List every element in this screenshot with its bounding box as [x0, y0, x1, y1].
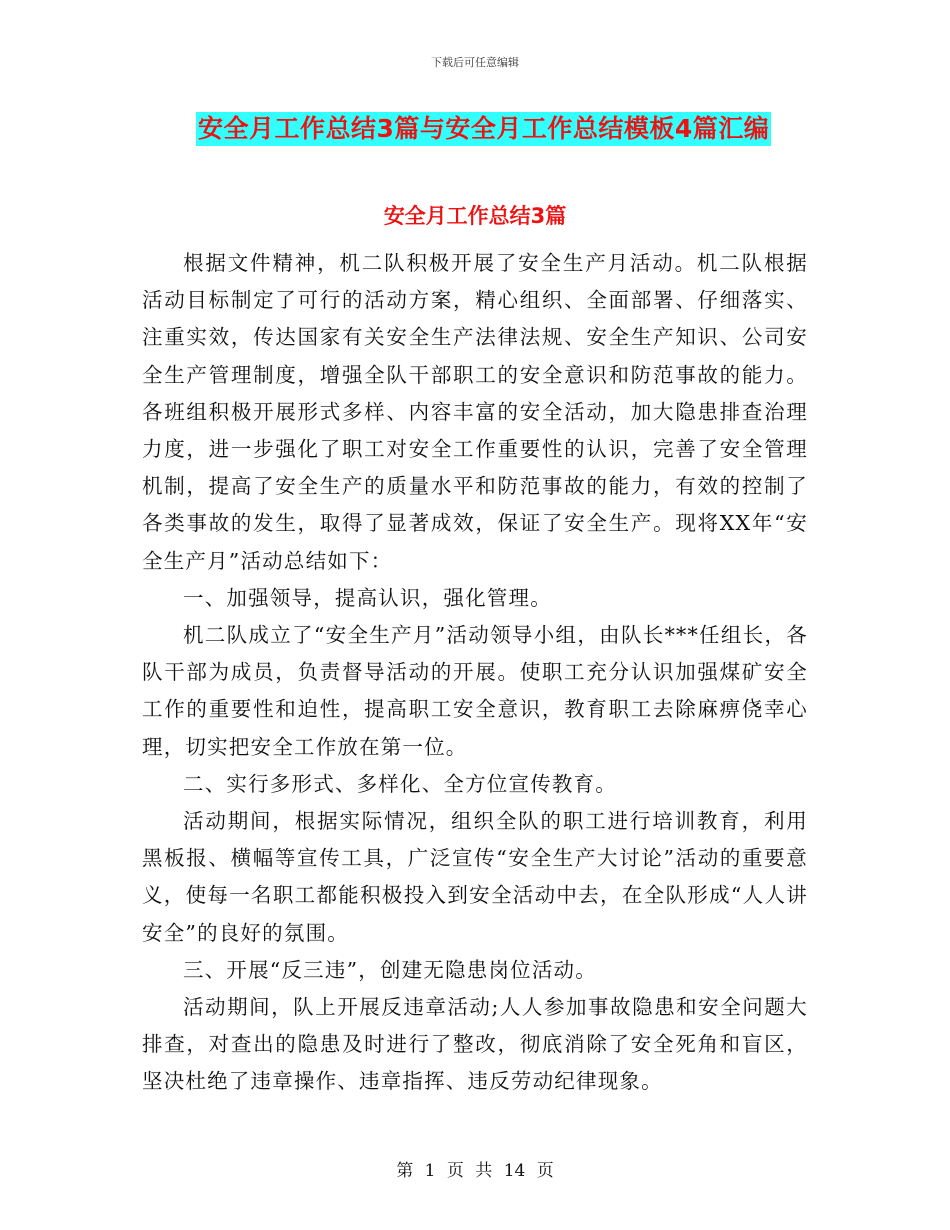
- paragraph-anti-violation: 活动期间，队上开展反违章活动;人人参加事故隐患和安全问题大排查，对查出的隐患及时进行了整改，彻底消除了安全死角和盲区，坚决杜绝了违章操作、违章指挥、违反劳动纪律现象。: [142, 995, 808, 1094]
- paragraph-intro: 根据文件精神，机二队积极开展了安全生产月活动。机二队根据活动目标制定了可行的活动方案，精心组织、全面部署、仔细落实、注重实效，传达国家有关安全生产法律法规、安全生产知识、公司安全生产管理制度，增强全队干部职工的安全意识和防范事故的能力。各班组积极开展形式多样、内容丰富的安全活动，加大隐患排查治理力度，进一步强化了职工对安全工作重要性的认识，完善了安全管理机制，提高了安全生产的质量水平和防范事故的能力，有效的控制了各类事故的发生，取得了显著成效，保证了安全生产。现将XX年“安全生产月”活动总结如下：: [142, 251, 808, 573]
- heading-publicity: 二、实行多形式、多样化、全方位宣传教育。: [183, 771, 617, 796]
- document-body: [142, 245, 808, 1101]
- heading-anti-violation: 三、开展“反三违”，创建无隐患岗位活动。: [183, 957, 597, 982]
- paragraph-leadership: 机二队成立了“安全生产月”活动领导小组，由队长***任组长，各队干部为成员，负责督导活动的开展。使职工充分认识加强煤矿安全工作的重要性和迫性，提高职工安全意识，教育职工去除麻痹侥幸心理，切实把安全工作放在第一位。: [142, 623, 808, 759]
- download-note: 下载后可任意编辑: [431, 56, 519, 69]
- page-number: 第 1 页 共 14 页: [396, 1161, 554, 1181]
- heading-leadership: 一、加强领导，提高认识，强化管理。: [183, 585, 552, 610]
- document-title: 安全月工作总结3篇与安全月工作总结模板4篇汇编: [196, 112, 771, 146]
- section-title: 安全月工作总结3篇: [383, 204, 567, 228]
- paragraph-publicity: 活动期间，根据实际情况，组织全队的职工进行培训教育，利用黑板报、横幅等宣传工具，广泛宣传“安全生产大讨论”活动的重要意义，使每一名职工都能积极投入到安全活动中去，在全队形成“人人讲安全”的良好的氛围。: [142, 809, 808, 945]
